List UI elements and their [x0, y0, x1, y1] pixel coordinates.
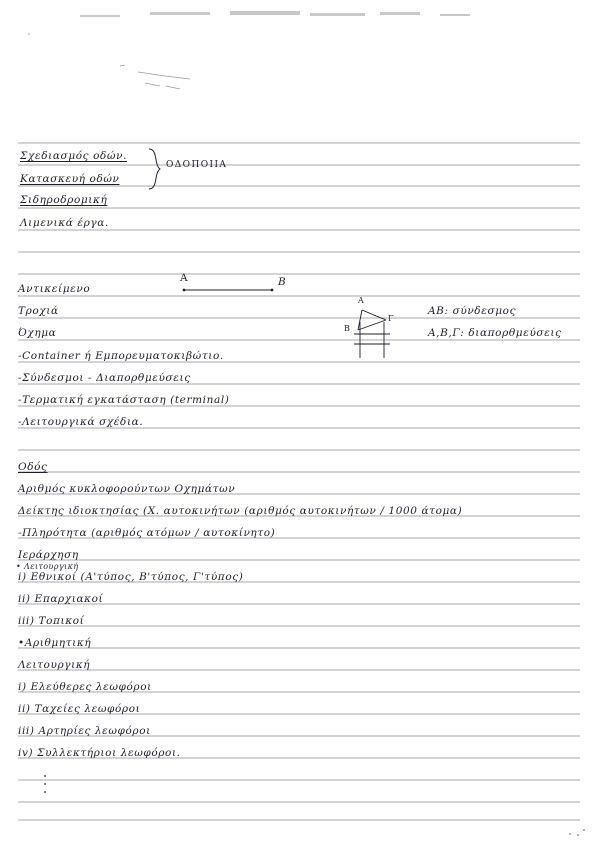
note-line-operational-plans: -Λειτουργικά σχέδια. [18, 416, 144, 428]
note-line-terminal: -Τερματική εγκατάσταση (terminal) [18, 394, 230, 406]
note-line-container: -Container ή Εμπορευματοκιβώτιο. [18, 350, 224, 362]
note-line-arterials: iii) Αρτηρίες λεωφόροι [18, 725, 151, 737]
diagram-note-transfers: Α,Β,Γ: διαπορθμεύσεις [428, 327, 562, 339]
note-line-railway: Σιδηροδρομική [20, 194, 108, 206]
note-line-freeways: i) Ελεύθερες λεωφόροι [18, 681, 152, 693]
note-line-national: i) Εθνικοί (Α'τύπος, Β'τύπος, Γ'τύπος) [18, 571, 244, 583]
curly-brace [146, 147, 164, 191]
note-line-provincial: ii) Επαρχιακοί [18, 593, 104, 605]
note-line-functional: Λειτουργική [18, 659, 91, 671]
note-line-subject: Αντικείμενο [18, 283, 91, 295]
note-line-vehicle-count: Αριθμός κυκλοφορούντων Οχημάτων [18, 483, 236, 495]
section-title-road: Οδός [18, 461, 48, 473]
diagram-note-link: ΑΒ: σύνδεσμος [428, 305, 517, 317]
note-line-port-works: Λιμενικά έργα. [20, 217, 109, 229]
note-functional-label: • Λειτουργική [16, 562, 79, 571]
note-line-ownership-index: Δείκτης ιδιοκτησίας (Χ. αυτοκινήτων (αριθμός αυτοκινήτων / 1000 άτομα) [18, 505, 463, 517]
diagram-label-a: A [358, 296, 365, 305]
note-line-occupancy: -Πληρότητα (αριθμός ατόμων / αυτοκίνητο) [18, 527, 276, 539]
diagram-label-c: Γ [388, 314, 394, 323]
note-line-vehicle: Όχημα [18, 327, 57, 339]
network-diagram [350, 300, 400, 362]
note-line-expressways: ii) Ταχείες λεωφόροι [18, 703, 141, 715]
note-line-links: -Σύνδεσμοι - Διαπορθμεύσεις [18, 372, 191, 384]
segment-ab-line [180, 285, 280, 295]
note-line-local: iii) Τοπικοί [18, 615, 85, 627]
note-line-hierarchy: Ιεράρχηση [18, 549, 79, 561]
trailing-dots [40, 770, 50, 800]
diagram-label-b: B [344, 324, 351, 333]
note-line-collectors: iv) Συλλεκτήριοι λεωφόροι. [18, 747, 181, 759]
note-line-road-design: Σχεδιασμός οδών. [20, 150, 128, 162]
segment-label-a: A [180, 272, 189, 284]
note-line-numeric: •Αριθμητική [18, 637, 92, 649]
note-line-track: Τροχιά [18, 305, 59, 317]
note-line-road-construction: Κατασκευή οδών [20, 173, 120, 185]
brace-label-roadworks: ΟΔΟΠΟΙΙΑ [166, 160, 228, 170]
segment-label-b: B [278, 276, 287, 288]
